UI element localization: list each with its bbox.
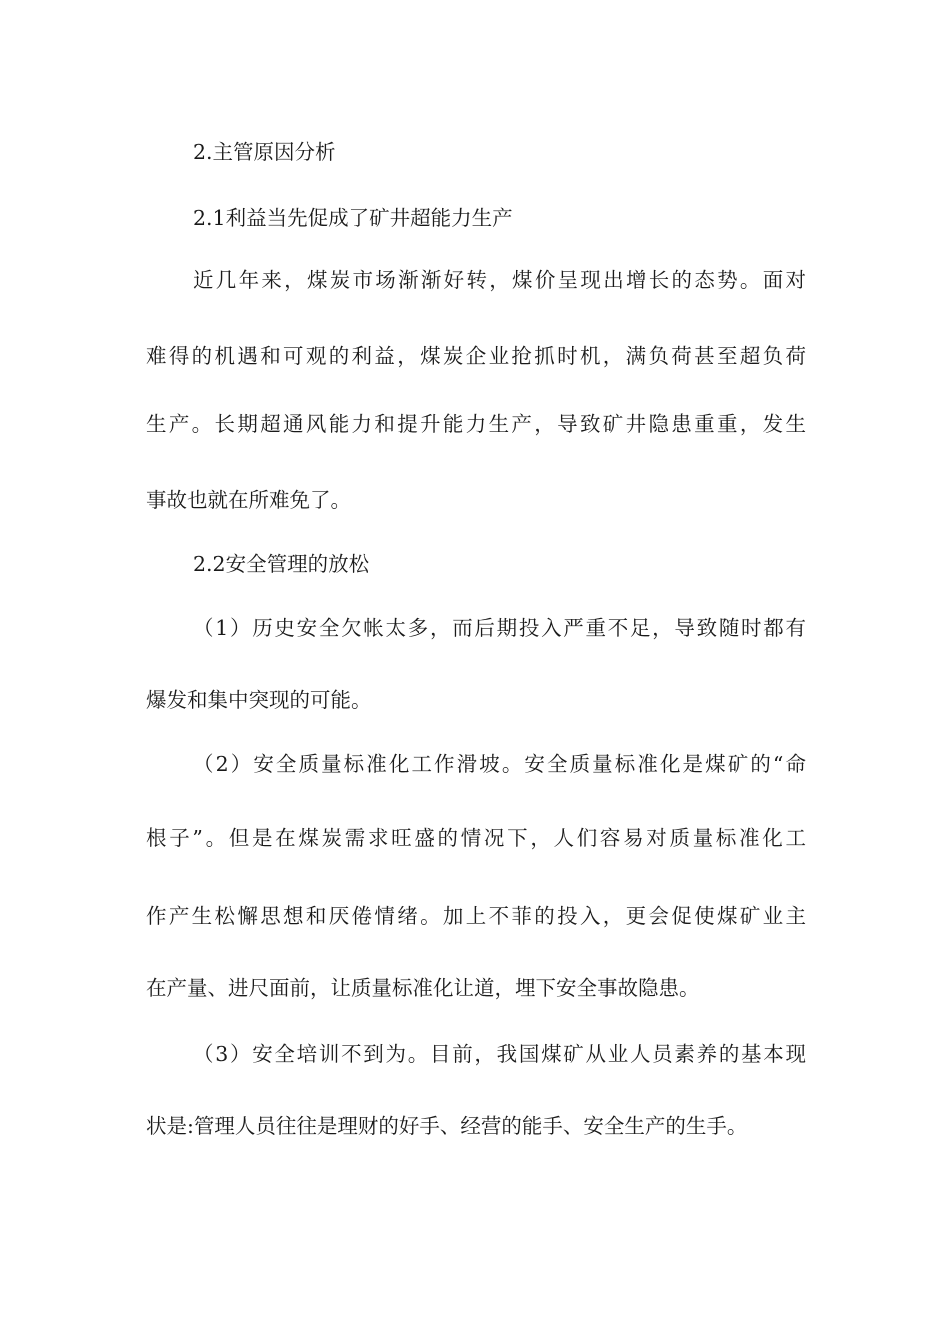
item-1-line-2: 爆发和集中突现的可能。: [146, 688, 372, 712]
paragraph-1-line-4: 事故也就在所难免了。: [146, 488, 351, 512]
item-2-line-1: （2）安全质量标准化工作滑坡。安全质量标准化是煤矿的“命: [193, 752, 806, 776]
item-1-line-1: （1）历史安全欠帐太多，而后期投入严重不足，导致随时都有: [193, 616, 806, 640]
item-2-line-2: 根子”。但是在煤炭需求旺盛的情况下，人们容易对质量标准化工: [146, 826, 806, 850]
paragraph-1-line-3: 生产。长期超通风能力和提升能力生产，导致矿井隐患重重，发生: [146, 412, 806, 436]
subsection-heading-2-1: 2.1利益当先促成了矿井超能力生产: [193, 206, 513, 230]
paragraph-1-line-1: 近几年来，煤炭市场渐渐好转，煤价呈现出增长的态势。面对: [193, 268, 806, 292]
item-3-line-2: 状是:管理人员往往是理财的好手、经营的能手、安全生产的生手。: [146, 1114, 748, 1138]
section-heading-2: 2.主管原因分析: [193, 140, 336, 164]
item-3-line-1: （3）安全培训不到为。目前，我国煤矿从业人员素养的基本现: [193, 1042, 806, 1066]
item-2-line-4: 在产量、进尺面前，让质量标准化让道，埋下安全事故隐患。: [146, 976, 700, 1000]
paragraph-1-line-2: 难得的机遇和可观的利益，煤炭企业抢抓时机，满负荷甚至超负荷: [146, 344, 806, 368]
subsection-heading-2-2: 2.2安全管理的放松: [193, 552, 370, 576]
item-2-line-3: 作产生松懈思想和厌倦情绪。加上不菲的投入，更会促使煤矿业主: [146, 904, 806, 928]
